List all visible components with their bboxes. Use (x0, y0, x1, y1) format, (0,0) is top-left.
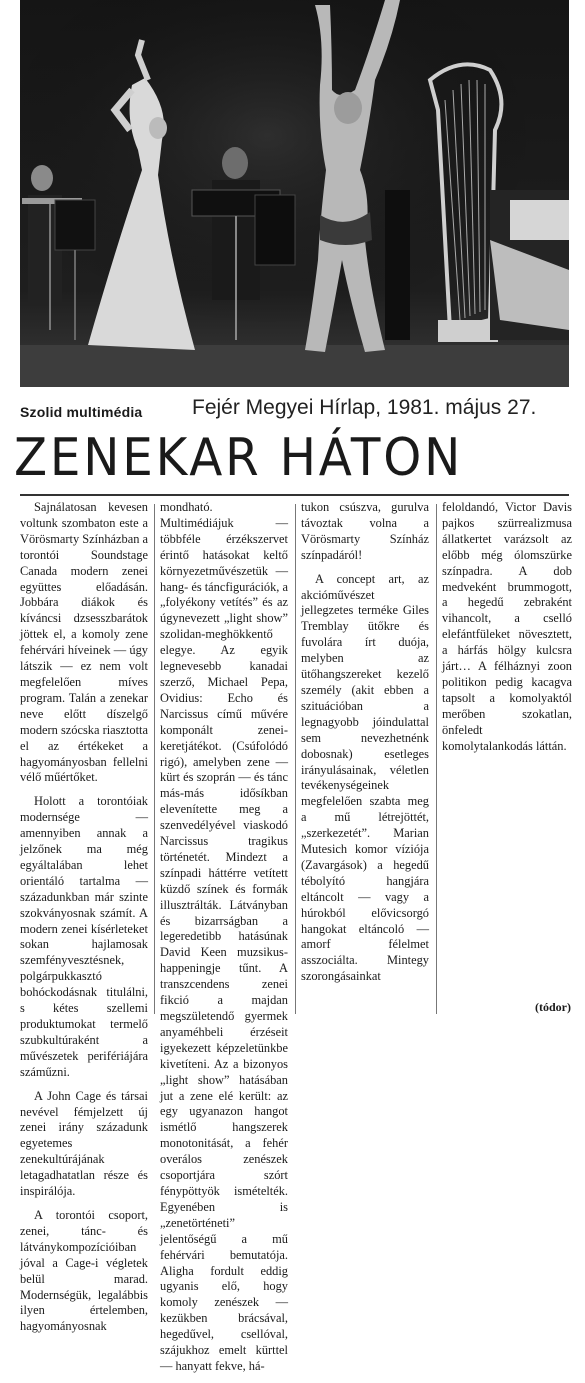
author-signature: (tódor) (535, 1000, 571, 1014)
paragraph: feloldandó, Victor Davis pajkos szürrealizmusa állatkertet varázsolt az előbb még ólomszürke színpadra. A dob medveként brummogott, a hegedű zebraként vihancolt, a cselló elefántfüleket növesztett, a hárfás hölgy kulcsra járt… A félháznyi zoon politikon pedig kacagva tapsolt a komolyaktól merőben szokatlan, önfeledt komolytalankodás láttán. (442, 500, 572, 753)
column-divider (295, 504, 296, 1014)
paragraph: Sajnálatosan kevesen voltunk szombaton este a Vörösmarty Színházban a torontói Soundstage Canada modern zenei együttes előadásán. Jobbára diákok és kíváncsi dzsesszbarátok jöttek el, a komoly zene fehérvári híveinek — úgy látszik — ez nem volt megfelelően míves program. Talán a zenekar neve előtt díszelgő modern szócska riasztotta el az értékeket a hagyományosban fellelni vélő műértőket. (20, 500, 148, 785)
paragraph: mondható. Multimédiájuk — többféle érzékszervet érintő hatásokat keltő környezetművészetük — hang- és táncfigurációk, a „folyékony vetítés” és az úgynevezett „light show” szolidan-meghökkentő elegye. Az egyik legnevesebb kanadai szerző, Michael Pepa, Ovidius: Echo és Narcissus című művére komponált zenei-keretjátékot. (Csúfolódó rigó), amelyben zene — kürt és szoprán — és tánc más-más idősíkban elevenítette meg a szenvedélyével viaskodó Narcissus tragikus történetét. Mindezt a színpadi háttérre vetített küzdő színek és formák illusztrálták. Látványban és bizarrságban a legeredetibb hatásúnak David Keen muzsikus-happeningje tűnt. A transzcendens zenei fikció a majdan megszületendő gyermek anyaméhbeli érzéseit igyekezett képzeletünkbe kivetíteni. Az a bizonyos „light show” hatásában jut a zene elé került: az egy ugyanazon hangot ismétlő hangszerek monotonitását, a fehér overálos zenészek csoportjára szórt fénypöttyök ismételték. Egyenében is „zenetörténeti” jelentőségű a mű fehérvári bemutatója. Aligha fordult eddig ugyanis elő, hogy komoly zenészek — kezükben brácsával, hegedűvel, csellóval, szájukhoz emelt kürttel — hanyatt fekve, há- (160, 500, 288, 1373)
article-headline: ZENEKAR HÁTON (14, 428, 464, 488)
stage-performance-photo (20, 0, 569, 387)
source-citation: Fejér Megyei Hírlap, 1981. május 27. (192, 396, 537, 419)
column-3 (301, 500, 429, 993)
paragraph: A concept art, az akcióművészet jellegzetes terméke Giles Tremblay ütőkre és fuvolára írt duója, melyben az ütőhangszereket kezelő személy (akit ebben a szituációban a legnagyobb jóindulattal sem nevezhetnénk dobosnak) esetleges irányulásainak, véletlen tevékenységeinek megfelelően szabta meg a mű létrejöttét, „szerkezetét”. Marian Mutesich komor víziója (Zavargások) a hegedű tébolyító hangjára eltáncolt — vagy a húrokból elővicsorgó hangokat eltáncoló — amorf félelmet asszociálta. Mintegy szorongásainkat (301, 571, 429, 984)
paragraph: A John Cage és társai nevével fémjelzett új zenei irány századunk egyetemes zenekultúrájának letagadhatatlan része és inspirálója. (20, 1088, 148, 1199)
column-1 (20, 500, 148, 1343)
section-kicker: Szolid multimédia (20, 404, 143, 420)
paragraph: Holott a torontóiak modernsége — amennyiben annak a jelzőnek ma még egyáltalában lehet orientáló tartalma — századunkban már szinte szokványosnak számít. A modern zenei kísérleteket sokan hajlamosak szemfényvesztésnek, polgárpukkasztó bohóckodásnak titulálni, s kétes szellemi produktumokat termelő szubkultúraként a művészetek perifériájára száműzni. (20, 794, 148, 1079)
article-body (20, 500, 572, 1373)
paragraph: A torontói csoport, zenei, tánc- és látványkompozícióiban jóval a Cage-i végletek belül marad. Modernségük, legalábbis ilyen értelemben, hagyományosnak (20, 1207, 148, 1334)
performance-photo (20, 0, 569, 387)
paragraph: tukon csúszva, gurulva távoztak volna a Vörösmarty Színház színpadáról! (301, 500, 429, 562)
column-2 (160, 500, 288, 1383)
headline-divider (20, 494, 569, 496)
column-divider (436, 504, 437, 1014)
column-divider (154, 504, 155, 1014)
column-4 (442, 500, 572, 763)
